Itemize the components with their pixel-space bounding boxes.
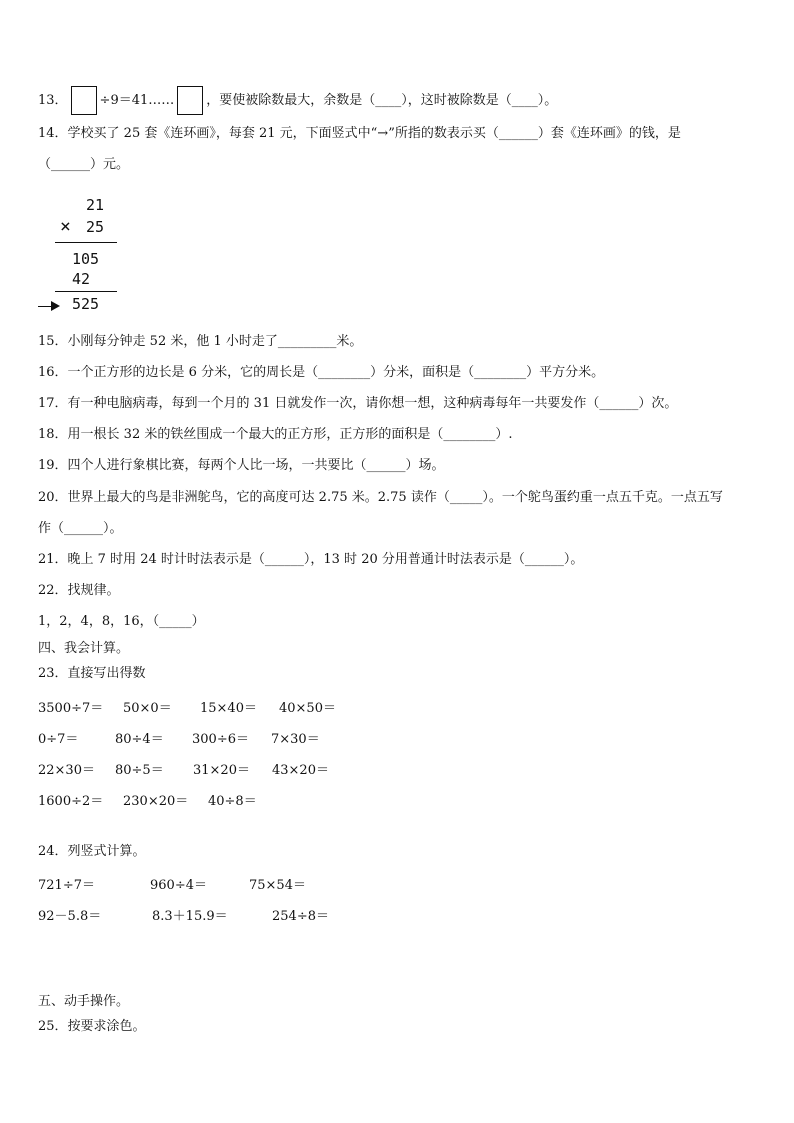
calc-item: 43×20＝ xyxy=(272,763,329,778)
question-17: 17．有一种电脑病毒，每到一个月的 31 日就发作一次，请你想一想，这种病毒每年一共要发作（______）次。 xyxy=(38,396,678,411)
question-16: 16．一个正方形的边长是 6 分米，它的周长是（________）分米，面积是（________）平方分米。 xyxy=(38,365,605,380)
partial-product-1: 105 xyxy=(72,250,100,268)
question-19: 19．四个人进行象棋比赛，每两个人比一场，一共要比（______）场。 xyxy=(38,458,445,473)
vertical-result: 525 xyxy=(72,295,100,313)
calc-item: 75×54＝ xyxy=(249,878,306,893)
vertical-multiplier: 25 xyxy=(86,218,105,236)
calc-item: 80÷5＝ xyxy=(115,763,164,778)
calc-item: 230×20＝ xyxy=(123,794,189,809)
vertical-top-number: 21 xyxy=(86,196,105,214)
calc-item: 31×20＝ xyxy=(193,763,250,778)
question-14-line-1: 14．学校买了 25 套《连环画》，每套 21 元，下面竖式中“→”所指的数表示买（______）套《连环画》的钱，是 xyxy=(38,126,681,141)
arrow-shaft xyxy=(38,306,52,307)
dividend-blank-box[interactable] xyxy=(71,86,97,115)
remainder-blank-box[interactable] xyxy=(177,86,203,115)
arrow-icon xyxy=(51,301,60,311)
times-sign: × xyxy=(60,216,71,237)
question-24-title: 24．列竖式计算。 xyxy=(38,844,146,859)
question-20-line-2: 作（______）。 xyxy=(38,521,123,536)
calc-item: 22×30＝ xyxy=(38,763,95,778)
calc-item: 721÷7＝ xyxy=(38,878,95,893)
question-14-line-2: （______）元。 xyxy=(38,157,130,172)
question-13-number: 13． xyxy=(38,93,68,108)
calc-item: 8.3＋15.9＝ xyxy=(152,909,228,924)
question-13 xyxy=(38,86,557,116)
question-22-title: 22．找规律。 xyxy=(38,583,120,598)
vertical-rule-1 xyxy=(55,242,117,243)
calc-item: 50×0＝ xyxy=(123,701,172,716)
calc-item: 0÷7＝ xyxy=(38,732,79,747)
question-23-title: 23．直接写出得数 xyxy=(38,666,146,681)
calc-item: 15×40＝ xyxy=(200,701,257,716)
calc-item: 92－5.8＝ xyxy=(38,909,102,924)
calc-item: 80÷4＝ xyxy=(115,732,164,747)
question-15: 15．小刚每分钟走 52 米，他 1 小时走了_________米。 xyxy=(38,334,363,349)
vertical-rule-2 xyxy=(55,291,117,292)
partial-product-2: 42 xyxy=(72,270,91,288)
calc-item: 40÷8＝ xyxy=(208,794,257,809)
calc-item: 960÷4＝ xyxy=(150,878,207,893)
question-20-line-1: 20．世界上最大的鸟是非洲鸵鸟，它的高度可达 2.75 米。2.75 读作（_____）。一个鸵鸟蛋约重一点五千克。一点五写 xyxy=(38,490,723,505)
question-13-expression: ÷9＝41…… xyxy=(99,93,175,108)
section-4-heading: 四、我会计算。 xyxy=(38,641,130,656)
calc-item: 300÷6＝ xyxy=(192,732,249,747)
question-13-text: ，要使被除数最大，余数是（____），这时被除数是（____）。 xyxy=(206,93,558,108)
calc-item: 7×30＝ xyxy=(271,732,320,747)
question-25: 25．按要求涂色。 xyxy=(38,1019,146,1034)
calc-item: 254÷8＝ xyxy=(272,909,329,924)
question-22-sequence: 1，2，4，8，16，（_____） xyxy=(38,614,205,629)
calc-item: 3500÷7＝ xyxy=(38,701,104,716)
calc-item: 40×50＝ xyxy=(279,701,336,716)
question-21: 21．晚上 7 时用 24 时计时法表示是（______），13 时 20 分用普通计时法表示是（______）。 xyxy=(38,552,584,567)
question-18: 18．用一根长 32 米的铁丝围成一个最大的正方形，正方形的面积是（________）. xyxy=(38,427,513,442)
section-5-heading: 五、动手操作。 xyxy=(38,994,130,1009)
calc-item: 1600÷2＝ xyxy=(38,794,104,809)
